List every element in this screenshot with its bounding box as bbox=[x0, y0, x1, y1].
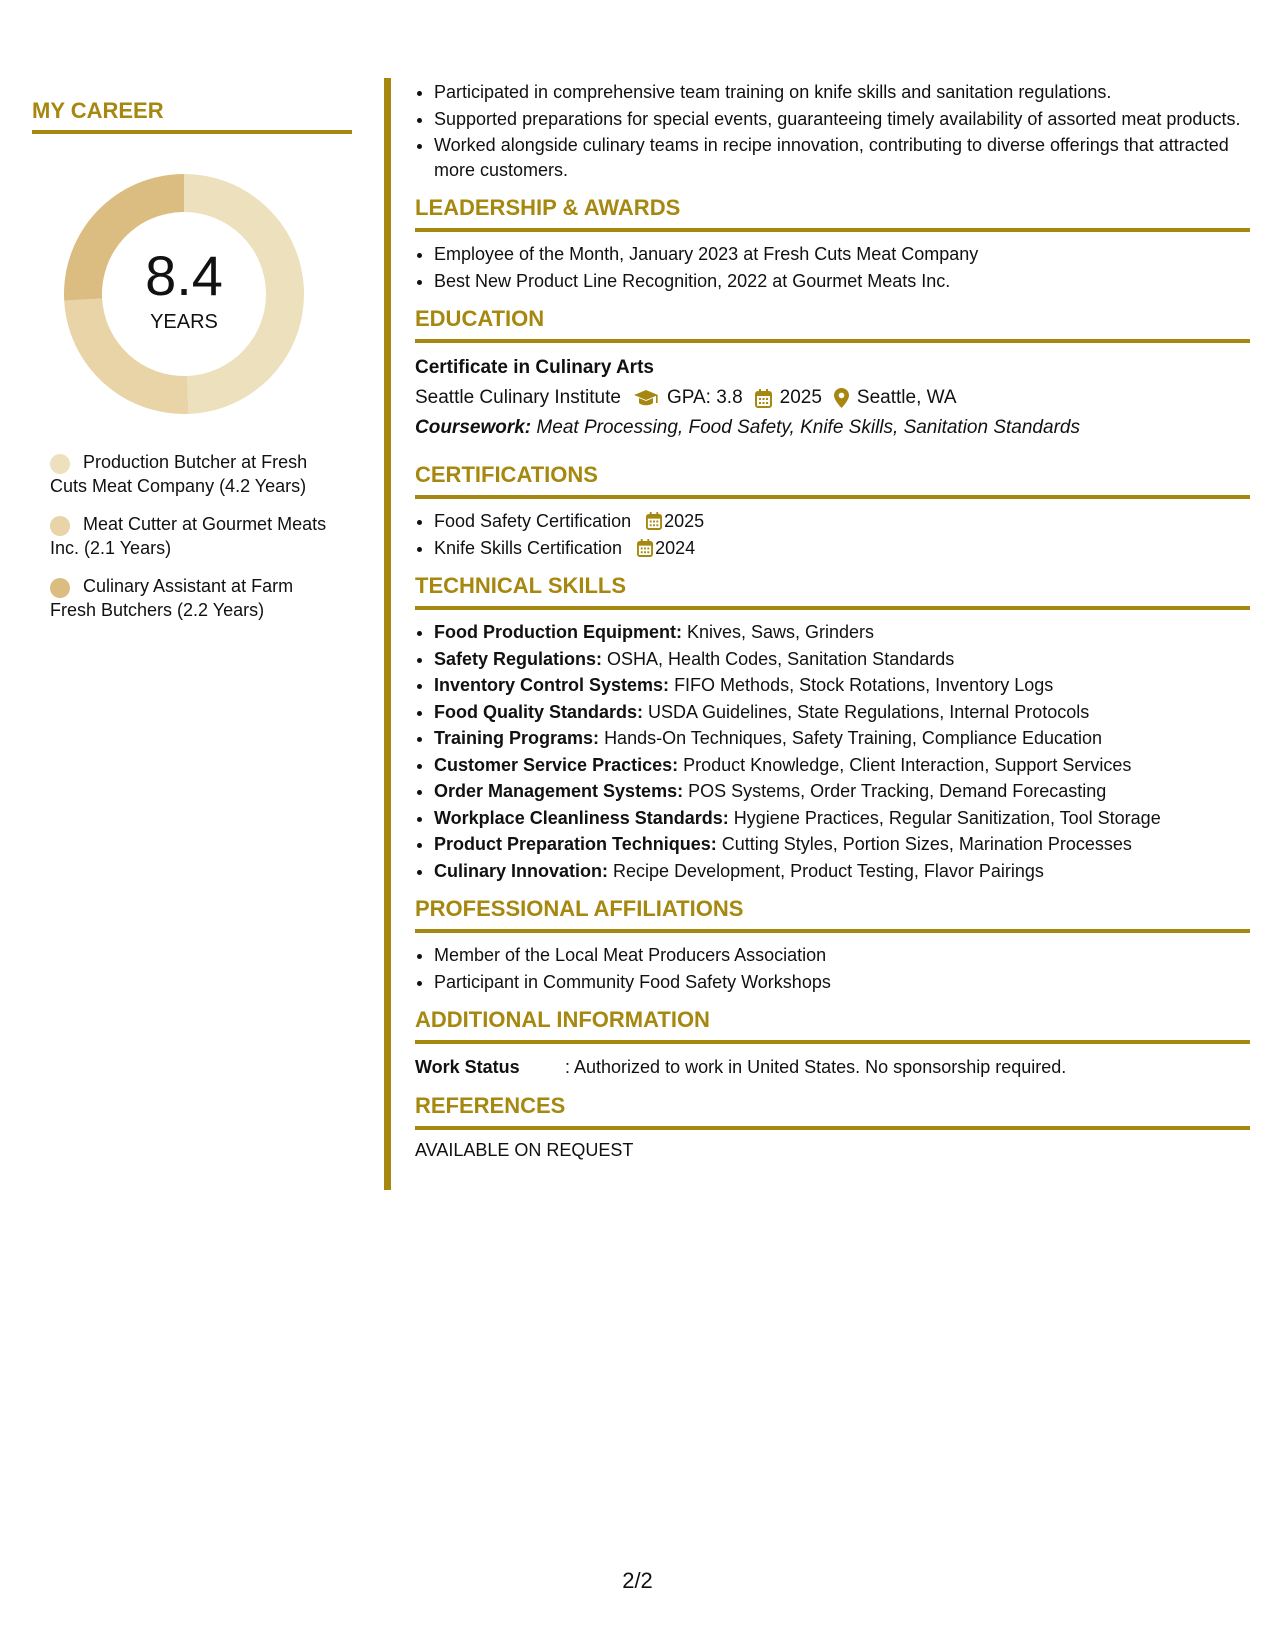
section-rule bbox=[415, 339, 1250, 343]
affiliations-list bbox=[415, 943, 1250, 994]
education-title: EDUCATION bbox=[415, 306, 545, 331]
legend-dot-icon bbox=[50, 454, 70, 474]
education-coursework bbox=[415, 413, 1250, 443]
legend-dot-icon bbox=[50, 578, 70, 598]
skill-item bbox=[434, 700, 1250, 725]
affiliation-item: • Participant in Community Food Safety Workshops bbox=[434, 970, 1250, 995]
career-legend-item bbox=[50, 450, 340, 498]
calendar-icon bbox=[755, 389, 772, 408]
certifications-title: CERTIFICATIONS bbox=[415, 462, 598, 487]
education-year: 2025 bbox=[779, 387, 822, 408]
education-degree: Certificate in Culinary Arts bbox=[415, 357, 654, 378]
skill-value: Product Knowledge, Client Interaction, Support Services bbox=[683, 754, 1132, 775]
skills-title: TECHNICAL SKILLS bbox=[415, 573, 627, 598]
section-rule bbox=[415, 1040, 1250, 1044]
skill-value: Hands-On Techniques, Safety Training, Compliance Education bbox=[604, 728, 1103, 748]
skill-value: FIFO Methods, Stock Rotations, Inventory Logs bbox=[674, 675, 1054, 695]
certifications-list bbox=[415, 509, 1250, 560]
coursework-list: Meat Processing, Food Safety, Knife Skills, Sanitation Standards bbox=[536, 417, 1080, 438]
leadership-section bbox=[415, 194, 1250, 293]
references-title: REFERENCES bbox=[415, 1093, 566, 1118]
affiliation-item: • Member of the Local Meat Producers Association bbox=[434, 943, 1250, 968]
career-legend bbox=[50, 450, 340, 622]
experience-bullet: • Worked alongside culinary teams in recipe innovation, contributing to diverse offerings that attracted more customers. bbox=[434, 133, 1250, 182]
skill-item bbox=[434, 806, 1250, 831]
main-content bbox=[415, 80, 1250, 1161]
additional-title: ADDITIONAL INFORMATION bbox=[415, 1007, 710, 1032]
skill-item bbox=[434, 726, 1250, 751]
education-details bbox=[415, 383, 1250, 413]
skill-item bbox=[434, 647, 1250, 672]
skills-list bbox=[415, 620, 1250, 883]
skill-value: OSHA, Health Codes, Sanitation Standards bbox=[607, 648, 955, 669]
leadership-item: • Best New Product Line Recognition, 2022 at Gourmet Meats Inc. bbox=[434, 269, 1250, 294]
experience-bullet: • Supported preparations for special events, guaranteeing timely availability of assorted meat products. bbox=[434, 107, 1250, 132]
skill-label: Food Quality Standards: bbox=[434, 701, 644, 722]
skill-value: Recipe Development, Product Testing, Flavor Pairings bbox=[613, 860, 1044, 881]
career-title: MY CAREER bbox=[32, 98, 164, 123]
graduation-cap-icon bbox=[633, 389, 659, 407]
skill-label: Training Programs: bbox=[434, 728, 600, 748]
skill-value: USDA Guidelines, State Regulations, Internal Protocols bbox=[648, 701, 1090, 722]
map-pin-icon bbox=[834, 388, 849, 408]
education-gpa: GPA: 3.8 bbox=[666, 387, 743, 408]
career-sidebar bbox=[32, 98, 352, 636]
education-school: Seattle Culinary Institute bbox=[415, 387, 621, 408]
section-rule bbox=[415, 1126, 1250, 1130]
section-rule bbox=[415, 929, 1250, 933]
career-legend-item bbox=[50, 512, 340, 560]
column-divider bbox=[384, 78, 391, 1190]
skill-label: Product Preparation Techniques: bbox=[434, 834, 717, 854]
coursework-label: Coursework: bbox=[415, 417, 532, 438]
career-total-years: 8.4 bbox=[145, 244, 223, 307]
affiliations-title: PROFESSIONAL AFFILIATIONS bbox=[415, 896, 744, 921]
experience-bullets bbox=[415, 80, 1250, 182]
career-legend-item bbox=[50, 574, 340, 622]
certification-name: Food Safety Certification bbox=[434, 511, 632, 531]
leadership-title: LEADERSHIP & AWARDS bbox=[415, 195, 681, 220]
education-location: Seattle, WA bbox=[856, 387, 957, 408]
skill-item bbox=[434, 832, 1250, 857]
calendar-icon bbox=[637, 539, 653, 557]
page-number: 2/2 bbox=[622, 1568, 653, 1593]
skill-item bbox=[434, 673, 1250, 698]
references-section bbox=[415, 1092, 1250, 1161]
education-section bbox=[415, 305, 1250, 443]
career-total-unit: YEARS bbox=[150, 311, 218, 333]
work-status-value: : Authorized to work in United States. No sponsorship required. bbox=[565, 1057, 1067, 1077]
career-legend-label: Culinary Assistant at Farm Fresh Butchers (2.2 Years) bbox=[50, 576, 294, 620]
calendar-icon bbox=[646, 512, 662, 530]
skill-item bbox=[434, 779, 1250, 804]
legend-dot-icon bbox=[50, 516, 70, 536]
career-legend-label: Meat Cutter at Gourmet Meats Inc. (2.1 Years) bbox=[50, 514, 327, 558]
skill-item bbox=[434, 753, 1250, 778]
affiliations-section bbox=[415, 895, 1250, 994]
certification-year: 2024 bbox=[655, 537, 696, 558]
skill-value: POS Systems, Order Tracking, Demand Forecasting bbox=[688, 781, 1107, 801]
certifications-section bbox=[415, 461, 1250, 560]
skill-value: Cutting Styles, Portion Sizes, Marination Processes bbox=[721, 834, 1132, 854]
certification-item bbox=[434, 536, 1250, 561]
leadership-list bbox=[415, 242, 1250, 293]
skill-label: Inventory Control Systems: bbox=[434, 675, 670, 695]
additional-section bbox=[415, 1006, 1250, 1080]
career-donut-chart bbox=[64, 174, 304, 414]
skill-item bbox=[434, 859, 1250, 884]
certification-year: 2025 bbox=[664, 511, 705, 531]
skill-label: Food Production Equipment: bbox=[434, 622, 682, 642]
leadership-item: • Employee of the Month, January 2023 at Fresh Cuts Meat Company bbox=[434, 242, 1250, 267]
references-text: AVAILABLE ON REQUEST bbox=[415, 1140, 634, 1160]
skill-label: Customer Service Practices: bbox=[434, 754, 679, 775]
skill-label: Order Management Systems: bbox=[434, 781, 684, 801]
skills-section bbox=[415, 572, 1250, 883]
skill-label: Safety Regulations: bbox=[434, 648, 603, 669]
certification-item bbox=[434, 509, 1250, 534]
skill-item bbox=[434, 620, 1250, 645]
section-rule bbox=[415, 228, 1250, 232]
work-status-row bbox=[415, 1054, 1250, 1080]
skill-value: Knives, Saws, Grinders bbox=[686, 622, 875, 642]
certification-name: Knife Skills Certification bbox=[434, 537, 623, 558]
experience-bullet: • Participated in comprehensive team training on knife skills and sanitation regulations. bbox=[434, 80, 1250, 105]
skill-value: Hygiene Practices, Regular Sanitization, Tool Storage bbox=[733, 807, 1161, 828]
skill-label: Culinary Innovation: bbox=[434, 860, 609, 881]
section-rule bbox=[415, 495, 1250, 499]
work-status-label: Work Status bbox=[415, 1057, 520, 1077]
career-legend-label: Production Butcher at Fresh Cuts Meat Company (4.2 Years) bbox=[50, 452, 308, 496]
donut-center bbox=[64, 174, 304, 414]
career-title-rule bbox=[32, 130, 352, 134]
skill-label: Workplace Cleanliness Standards: bbox=[434, 807, 729, 828]
section-rule bbox=[415, 606, 1250, 610]
